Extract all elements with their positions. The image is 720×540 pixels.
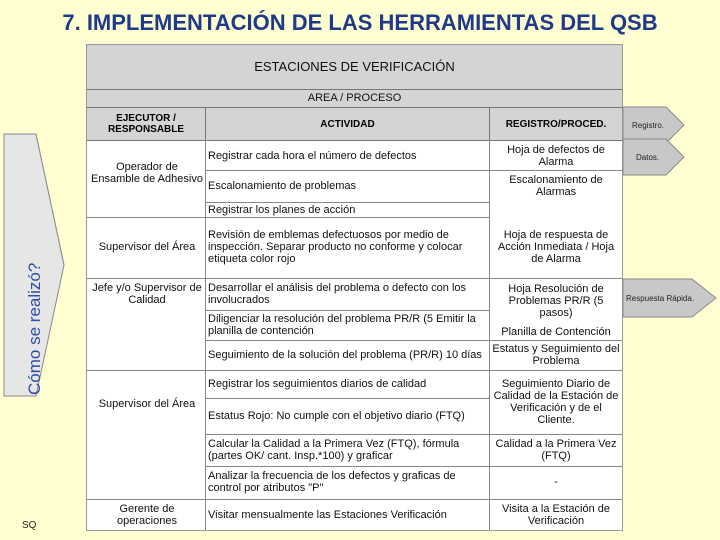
- table-cell-actividad: Estatus Rojo: No cumple con el objetivo diario (FTQ): [208, 410, 465, 422]
- column-divider: [205, 140, 206, 530]
- table-cell-registro: Hoja Resolución de Problemas PR/R (5 pasos): [508, 283, 604, 319]
- row-divider: [205, 170, 622, 171]
- table-cell-actividad: Registrar los planes de acción: [208, 204, 356, 216]
- table-cell-ejecutor: Jefe y/o Supervisor de Calidad: [92, 282, 202, 306]
- datos-arrow-label: Datos.: [636, 153, 660, 162]
- table-cell-actividad: Diligenciar la resolución del problema PR/R (5 Emitir la planilla de contención: [208, 313, 476, 337]
- column-header-ejecutor: EJECUTOR / RESPONSABLE: [87, 108, 206, 141]
- side-label-box: [2, 130, 48, 400]
- table-subtitle: AREA / PROCESO: [87, 90, 622, 108]
- table-cell-registro: Escalonamiento de Alarmas: [509, 174, 603, 198]
- table-cell-ejecutor: Supervisor del Área: [98, 241, 196, 253]
- table-cell-registro: Hoja de defectos de Alarma: [507, 144, 605, 168]
- respuesta-rapida-arrow-label: Respuesta Rápida.: [626, 294, 695, 303]
- table-cell-ejecutor: Supervisor del Área: [98, 398, 196, 410]
- table-cell-registro: Visita a la Estación de Verificación: [501, 503, 611, 527]
- table-cell-actividad: Registrar los seguimientos diarios de calidad: [208, 378, 427, 390]
- table-cell-registro: Planilla de Contención: [501, 326, 611, 338]
- table-cell-ejecutor: Gerente de operaciones: [117, 503, 177, 527]
- table-cell-actividad: Escalonamiento de problemas: [208, 180, 356, 192]
- table-cell-registro: -: [554, 476, 558, 488]
- table-cell-actividad: Revisión de emblemas defectuosos por medio de inspección. Separar producto no conforme y colocar etiqueta color rojo: [208, 229, 463, 265]
- side-label-text: Cómo se realizó?: [25, 262, 44, 395]
- table-cell-actividad: Registrar cada hora el número de defectos: [208, 150, 417, 162]
- column-header-registro: REGISTRO/PROCED.: [490, 108, 622, 141]
- table-cell-actividad: Seguimiento de la solución del problema (PR/R) 10 días: [208, 349, 482, 361]
- slide-title: 7. IMPLEMENTACIÓN DE LAS HERRAMIENTAS DEL QSB: [62, 10, 658, 35]
- table-cell-ejecutor: Operador de Ensamble de Adhesivo: [91, 161, 203, 185]
- table-cell-registro: Estatus y Seguimiento del Problema: [492, 343, 620, 367]
- table-cell-actividad: Calcular la Calidad a la Primera Vez (FTQ), fórmula (partes OK/ cant. Insp.*100) y graficar: [208, 438, 460, 462]
- table-cell-actividad: Visitar mensualmente las Estaciones Verificación: [208, 509, 447, 521]
- row-divider: [87, 499, 622, 500]
- column-divider: [489, 140, 490, 530]
- table-cell-actividad: Analizar la frecuencia de los defectos y graficas de control por atributos "P": [208, 470, 456, 494]
- column-header-actividad: ACTIVIDAD: [206, 108, 490, 141]
- verification-table: [86, 44, 623, 531]
- table-cell-actividad: Desarrollar el análisis del problema o defecto con los involucrados: [208, 282, 467, 306]
- table-title: ESTACIONES DE VERIFICACIÓN: [87, 45, 622, 90]
- table-cell-registro: Hoja de respuesta de Acción Inmediata / Hoja de Alarma: [497, 229, 615, 265]
- table-cell-registro: Calidad a la Primera Vez (FTQ): [495, 438, 617, 462]
- footer-tag: SQ: [22, 520, 37, 531]
- registro-arrow-label: Registro.: [632, 121, 665, 130]
- table-cell-registro: Seguimiento Diario de Calidad de la Estación de Verificación y de el Cliente.: [493, 378, 619, 426]
